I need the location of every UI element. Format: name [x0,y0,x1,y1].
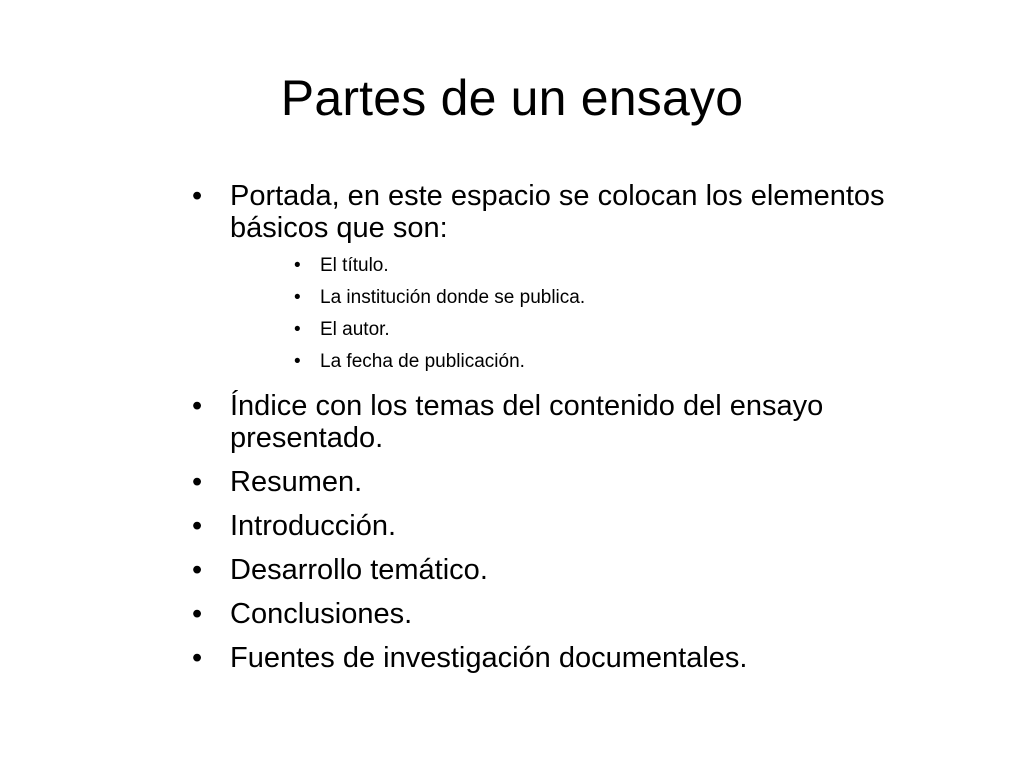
sub-list-item [294,250,910,282]
sub-list-item [294,282,910,314]
list-item-text: Conclusiones. [230,598,413,630]
sub-list-item [294,314,910,346]
bullet-icon: • [192,510,203,542]
bullet-icon: • [294,287,301,308]
list-item-text: Fuentes de investigación documentales. [230,642,748,674]
sub-bullet-list [294,250,910,378]
sub-list-item [294,346,910,378]
bullet-list [190,180,910,686]
sub-list-item-text: La fecha de publicación. [320,351,525,372]
list-item-text: Índice con los temas del contenido del ensayo presentado. [230,390,824,454]
bullet-icon: • [192,466,203,498]
bullet-icon: • [192,598,203,630]
sub-list-item-text: El autor. [320,319,390,340]
slide-title: Partes de un ensayo [280,70,744,126]
bullet-icon: • [192,554,203,586]
sub-list-item-text: La institución donde se publica. [320,287,586,308]
list-item-text: Resumen. [230,466,363,498]
bullet-icon: • [192,642,203,674]
list-item-text: Desarrollo temático. [230,554,488,586]
bullet-icon: • [294,351,301,372]
bullet-icon: • [192,180,203,212]
bullet-icon: • [192,390,203,422]
list-item-text: Portada, en este espacio se colocan los elementos básicos que son: [230,180,885,244]
list-item-portada [190,180,910,378]
list-item-text: Introducción. [230,510,397,542]
bullet-icon: • [294,319,301,340]
list-item-resumen [190,466,910,498]
list-item-introduccion [190,510,910,542]
list-item-fuentes [190,642,910,674]
bullet-icon: • [294,255,301,276]
list-item-indice [190,390,910,454]
sub-list-item-text: El título. [320,255,389,276]
list-item-conclusiones [190,598,910,630]
list-item-desarrollo [190,554,910,586]
